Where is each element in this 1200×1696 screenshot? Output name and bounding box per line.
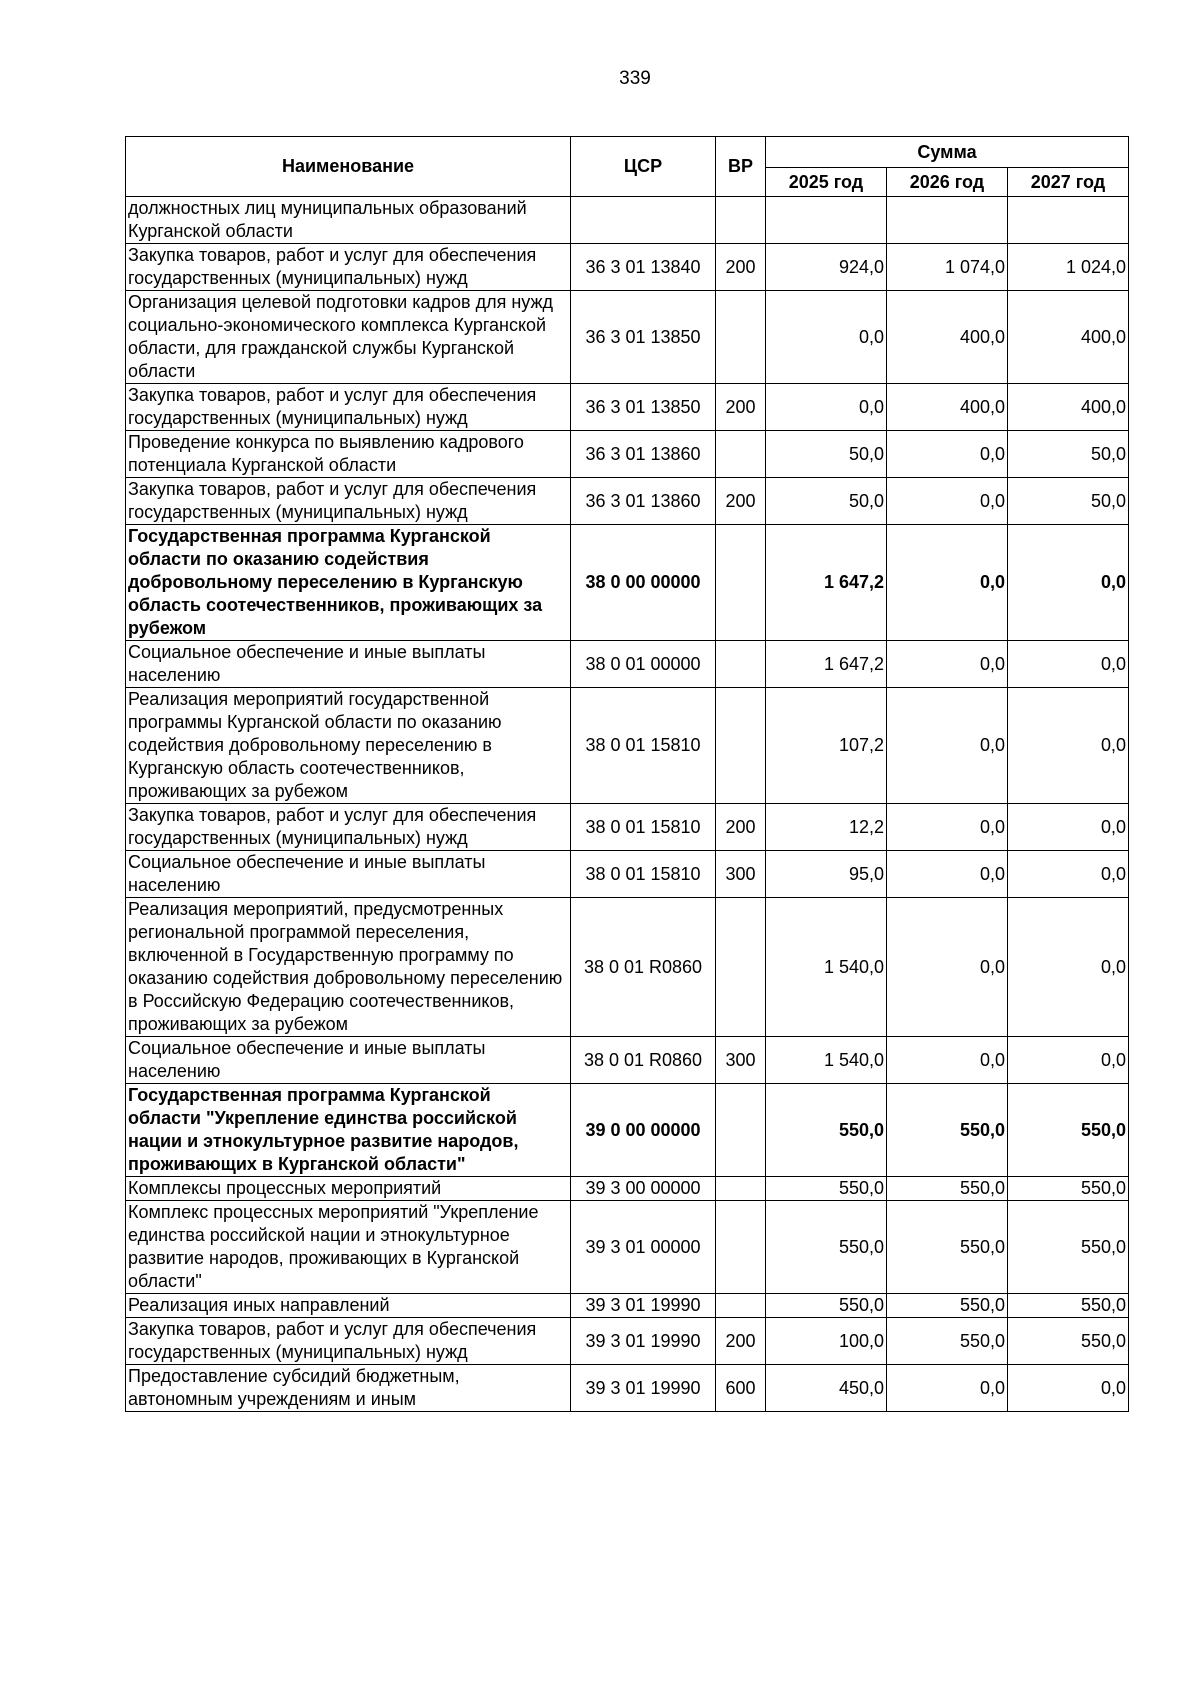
row-2026: 550,0 <box>887 1318 1008 1365</box>
row-2025: 450,0 <box>766 1365 887 1412</box>
row-vr <box>716 898 766 1037</box>
row-2026: 0,0 <box>887 851 1008 898</box>
row-vr: 200 <box>716 244 766 291</box>
table-row <box>126 1201 1129 1294</box>
row-2026: 0,0 <box>887 898 1008 1037</box>
row-vr <box>716 431 766 478</box>
row-csr: 38 0 01 R0860 <box>571 898 716 1037</box>
table-row <box>126 525 1129 641</box>
table-row <box>126 244 1129 291</box>
header-name: Наименование <box>126 137 571 197</box>
row-csr: 36 3 01 13840 <box>571 244 716 291</box>
table-row <box>126 641 1129 688</box>
row-2026: 550,0 <box>887 1084 1008 1177</box>
row-2026: 0,0 <box>887 641 1008 688</box>
row-2025: 550,0 <box>766 1201 887 1294</box>
row-csr: 38 0 01 R0860 <box>571 1037 716 1084</box>
row-name: Социальное обеспечение и иные выплаты населению <box>126 851 571 898</box>
row-2026: 550,0 <box>887 1294 1008 1318</box>
row-csr: 39 3 01 19990 <box>571 1365 716 1412</box>
row-2027: 50,0 <box>1008 431 1129 478</box>
row-vr: 200 <box>716 1318 766 1365</box>
row-name: Социальное обеспечение и иные выплаты населению <box>126 1037 571 1084</box>
row-2027: 1 024,0 <box>1008 244 1129 291</box>
table-row <box>126 1177 1129 1201</box>
row-2027: 0,0 <box>1008 688 1129 804</box>
row-2027: 0,0 <box>1008 851 1129 898</box>
table-row <box>126 478 1129 525</box>
table-row <box>126 1365 1129 1412</box>
row-csr: 39 3 01 00000 <box>571 1201 716 1294</box>
row-csr: 38 0 00 00000 <box>571 525 716 641</box>
row-csr: 39 3 00 00000 <box>571 1177 716 1201</box>
row-2025: 1 647,2 <box>766 641 887 688</box>
table-row <box>126 1294 1129 1318</box>
row-2026: 0,0 <box>887 1365 1008 1412</box>
row-2025: 924,0 <box>766 244 887 291</box>
row-2026: 0,0 <box>887 431 1008 478</box>
row-2026: 550,0 <box>887 1201 1008 1294</box>
row-2026: 0,0 <box>887 478 1008 525</box>
row-name: Реализация мероприятий государственной программы Курганской области по оказанию содействия добровольному переселению в Курганскую область соотечественников, проживающих за рубежом <box>126 688 571 804</box>
row-2027: 0,0 <box>1008 641 1129 688</box>
row-vr <box>716 688 766 804</box>
table-row <box>126 197 1129 244</box>
row-2025: 50,0 <box>766 478 887 525</box>
row-csr: 39 3 01 19990 <box>571 1318 716 1365</box>
table-row <box>126 688 1129 804</box>
budget-table <box>125 136 1129 1412</box>
header-2026: 2026 год <box>887 168 1008 197</box>
row-2027: 0,0 <box>1008 1037 1129 1084</box>
row-2025: 1 540,0 <box>766 898 887 1037</box>
row-vr <box>716 525 766 641</box>
row-2025: 107,2 <box>766 688 887 804</box>
row-csr: 38 0 01 15810 <box>571 804 716 851</box>
header-sum: Сумма <box>766 137 1129 168</box>
row-vr <box>716 1294 766 1318</box>
row-2026: 0,0 <box>887 1037 1008 1084</box>
row-vr <box>716 197 766 244</box>
row-2026: 0,0 <box>887 688 1008 804</box>
row-2026: 0,0 <box>887 525 1008 641</box>
row-2026: 0,0 <box>887 804 1008 851</box>
row-name: Закупка товаров, работ и услуг для обеспечения государственных (муниципальных) нужд <box>126 804 571 851</box>
row-2026: 1 074,0 <box>887 244 1008 291</box>
row-2027: 550,0 <box>1008 1084 1129 1177</box>
table-row <box>126 851 1129 898</box>
row-vr: 600 <box>716 1365 766 1412</box>
row-vr: 300 <box>716 851 766 898</box>
table-row <box>126 431 1129 478</box>
row-2026: 550,0 <box>887 1177 1008 1201</box>
row-csr <box>571 197 716 244</box>
row-2027: 400,0 <box>1008 384 1129 431</box>
table-row <box>126 804 1129 851</box>
row-vr: 200 <box>716 478 766 525</box>
header-csr: ЦСР <box>571 137 716 197</box>
row-2027: 550,0 <box>1008 1201 1129 1294</box>
header-2025: 2025 год <box>766 168 887 197</box>
row-2025: 50,0 <box>766 431 887 478</box>
row-2026: 400,0 <box>887 291 1008 384</box>
row-name: Закупка товаров, работ и услуг для обеспечения государственных (муниципальных) нужд <box>126 1318 571 1365</box>
header-vr: ВР <box>716 137 766 197</box>
row-2025: 550,0 <box>766 1177 887 1201</box>
table-row <box>126 291 1129 384</box>
table-row <box>126 384 1129 431</box>
header-2027: 2027 год <box>1008 168 1129 197</box>
row-2025: 550,0 <box>766 1084 887 1177</box>
row-csr: 39 3 01 19990 <box>571 1294 716 1318</box>
table-row <box>126 1084 1129 1177</box>
row-2025: 95,0 <box>766 851 887 898</box>
row-2025 <box>766 197 887 244</box>
row-2025: 1 540,0 <box>766 1037 887 1084</box>
row-csr: 38 0 01 00000 <box>571 641 716 688</box>
row-vr <box>716 1084 766 1177</box>
row-2025: 0,0 <box>766 384 887 431</box>
table-row <box>126 1318 1129 1365</box>
row-name: Предоставление субсидий бюджетным, автономным учреждениям и иным <box>126 1365 571 1412</box>
row-name: Реализация мероприятий, предусмотренных региональной программой переселения, включенной в Государственную программу по оказанию содействия добровольному переселению в Российскую Федерацию соотечественников, проживающих за рубежом <box>126 898 571 1037</box>
row-2027: 400,0 <box>1008 291 1129 384</box>
row-csr: 36 3 01 13860 <box>571 478 716 525</box>
row-2027: 550,0 <box>1008 1318 1129 1365</box>
row-vr: 200 <box>716 384 766 431</box>
row-name: Закупка товаров, работ и услуг для обеспечения государственных (муниципальных) нужд <box>126 244 571 291</box>
row-2027: 0,0 <box>1008 525 1129 641</box>
row-vr <box>716 1177 766 1201</box>
row-vr: 200 <box>716 804 766 851</box>
row-2025: 550,0 <box>766 1294 887 1318</box>
row-csr: 38 0 01 15810 <box>571 851 716 898</box>
row-2027: 0,0 <box>1008 898 1129 1037</box>
table-body <box>126 197 1129 1412</box>
row-csr: 38 0 01 15810 <box>571 688 716 804</box>
row-name: должностных лиц муниципальных образований Курганской области <box>126 197 571 244</box>
row-vr <box>716 641 766 688</box>
row-name: Социальное обеспечение и иные выплаты населению <box>126 641 571 688</box>
row-name: Комплексы процессных мероприятий <box>126 1177 571 1201</box>
row-name: Организация целевой подготовки кадров для нужд социально-экономического комплекса Курганской области, для гражданской службы Курганской области <box>126 291 571 384</box>
row-2027: 50,0 <box>1008 478 1129 525</box>
row-vr <box>716 291 766 384</box>
row-2026 <box>887 197 1008 244</box>
row-2026: 400,0 <box>887 384 1008 431</box>
row-2025: 1 647,2 <box>766 525 887 641</box>
row-name: Закупка товаров, работ и услуг для обеспечения государственных (муниципальных) нужд <box>126 478 571 525</box>
row-name: Государственная программа Курганской области по оказанию содействия добровольному переселению в Курганскую область соотечественников, проживающих за рубежом <box>126 525 571 641</box>
row-csr: 36 3 01 13850 <box>571 291 716 384</box>
row-2027: 550,0 <box>1008 1294 1129 1318</box>
row-name: Реализация иных направлений <box>126 1294 571 1318</box>
row-name: Проведение конкурса по выявлению кадрового потенциала Курганской области <box>126 431 571 478</box>
row-vr <box>716 1201 766 1294</box>
row-2027 <box>1008 197 1129 244</box>
row-2027: 0,0 <box>1008 804 1129 851</box>
row-csr: 39 0 00 00000 <box>571 1084 716 1177</box>
row-name: Комплекс процессных мероприятий "Укрепление единства российской нации и этнокультурное развитие народов, проживающих в Курганской области" <box>126 1201 571 1294</box>
row-2025: 100,0 <box>766 1318 887 1365</box>
row-name: Закупка товаров, работ и услуг для обеспечения государственных (муниципальных) нужд <box>126 384 571 431</box>
table-row <box>126 1037 1129 1084</box>
row-csr: 36 3 01 13860 <box>571 431 716 478</box>
row-2025: 0,0 <box>766 291 887 384</box>
row-2027: 0,0 <box>1008 1365 1129 1412</box>
row-2025: 12,2 <box>766 804 887 851</box>
row-csr: 36 3 01 13850 <box>571 384 716 431</box>
table-row <box>126 898 1129 1037</box>
row-2027: 550,0 <box>1008 1177 1129 1201</box>
row-vr: 300 <box>716 1037 766 1084</box>
row-name: Государственная программа Курганской области "Укрепление единства российской нации и этнокультурное развитие народов, проживающих в Курганской области" <box>126 1084 571 1177</box>
page-number: 339 <box>619 68 651 89</box>
